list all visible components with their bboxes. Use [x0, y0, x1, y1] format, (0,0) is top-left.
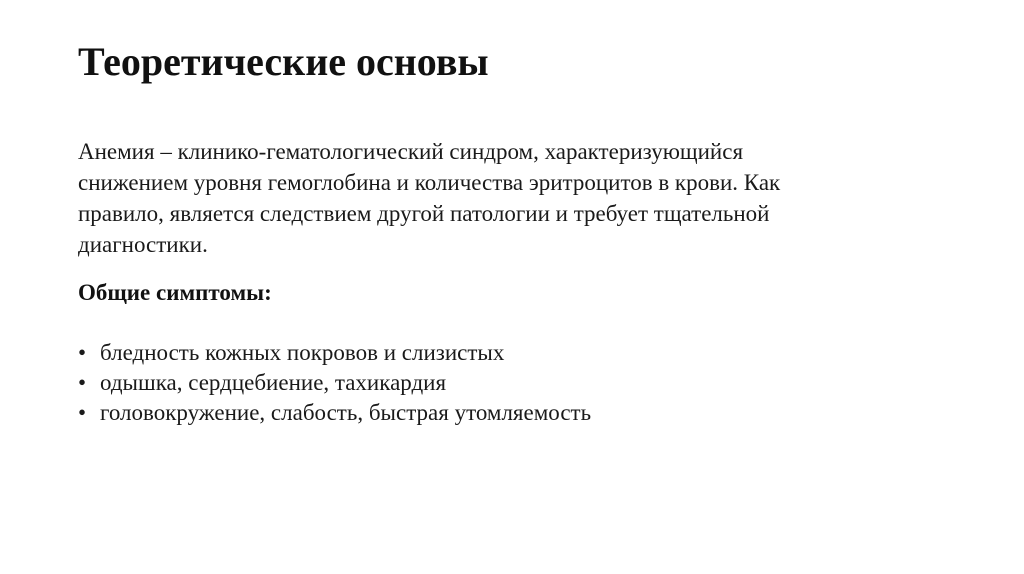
list-item — [78, 398, 591, 428]
bullet-icon: • — [78, 400, 87, 425]
paragraph-line: диагностики. — [78, 232, 208, 257]
slide-title: Теоретические основы — [78, 39, 489, 84]
paragraph-line: правило, является следствием другой патологии и требует тщательной — [78, 201, 770, 226]
paragraph-line: снижением уровня гемоглобина и количества эритроцитов в крови. Как — [78, 170, 781, 195]
definition-paragraph — [78, 136, 878, 260]
paragraph-line: Анемия – клинико-гематологический синдром, характеризующийся — [78, 139, 744, 164]
symptoms-list — [78, 338, 591, 428]
symptom-text: бледность кожных покровов и слизистых — [100, 340, 505, 365]
list-item — [78, 338, 591, 368]
symptoms-heading: Общие симптомы: — [78, 280, 272, 305]
symptom-text: головокружение, слабость, быстрая утомляемость — [100, 400, 592, 425]
bullet-icon: • — [78, 340, 87, 365]
bullet-icon: • — [78, 370, 87, 395]
list-item — [78, 368, 591, 398]
symptom-text: одышка, сердцебиение, тахикардия — [100, 370, 447, 395]
